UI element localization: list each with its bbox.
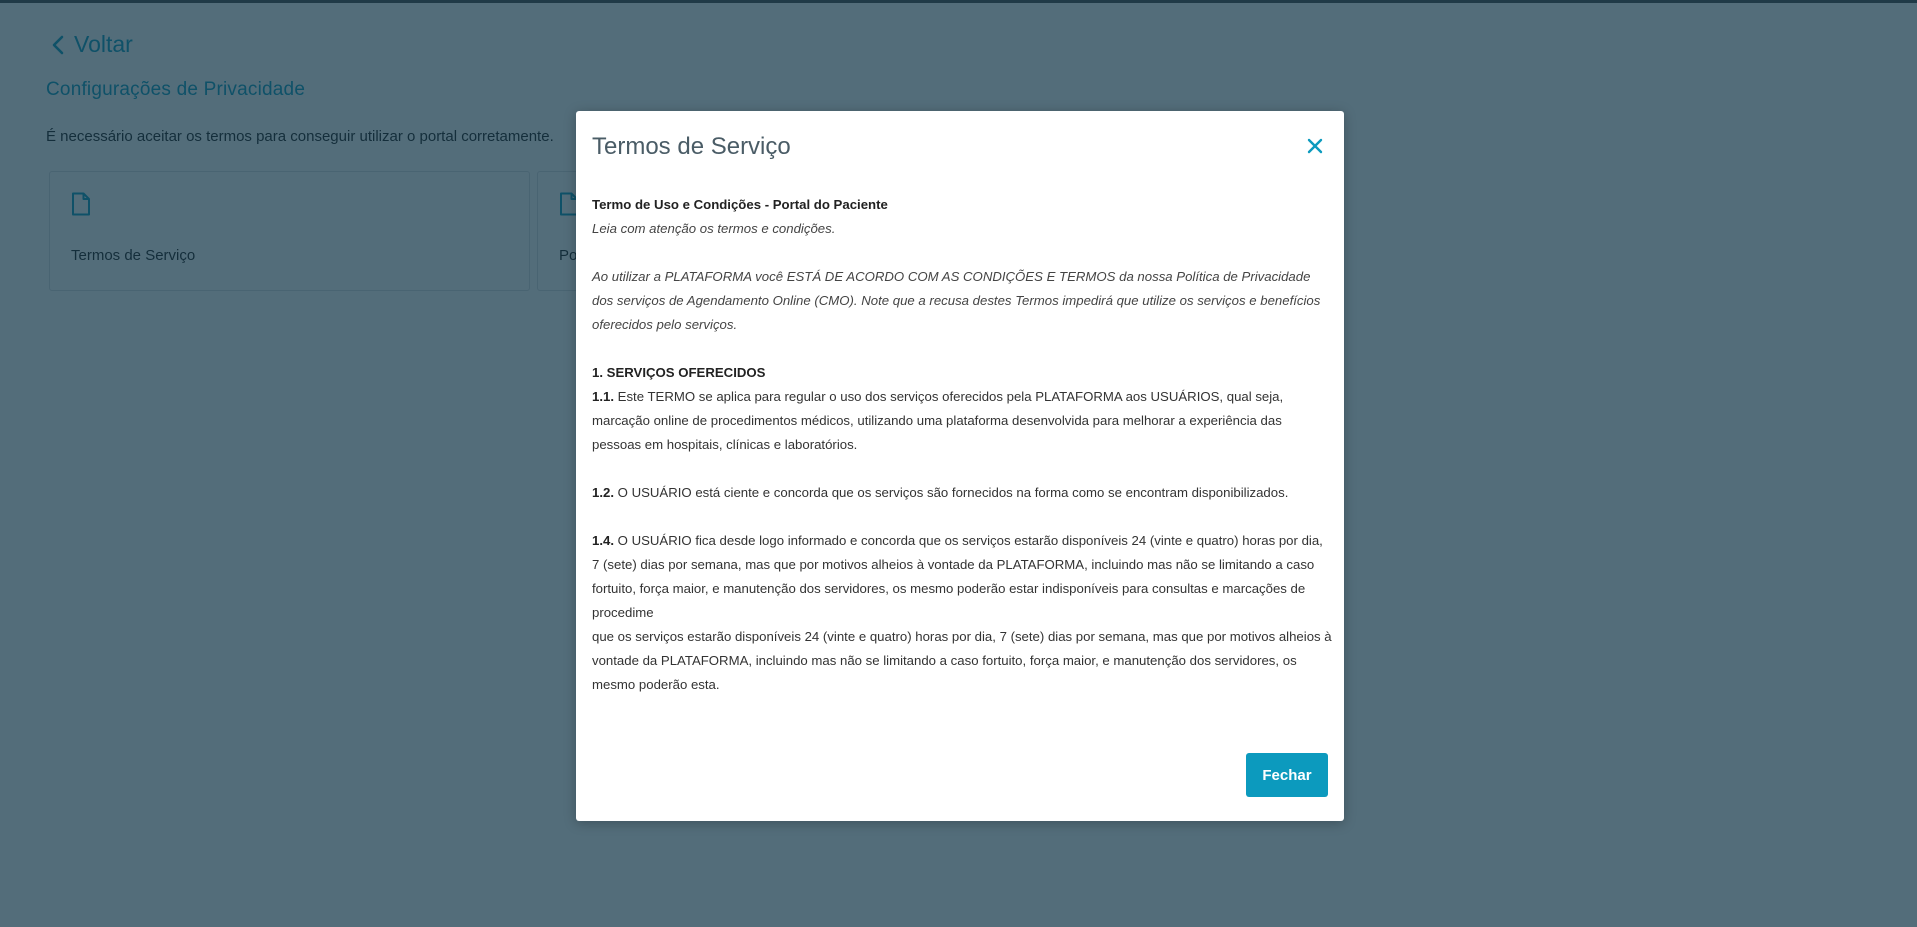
terms-modal xyxy=(576,111,1344,821)
clause-continuation: que os serviços estarão disponíveis 24 (vinte e quatro) horas por dia, 7 (sete) dias por semana, mas que por motivos alheios à vontade da PLATAFORMA, incluindo mas não se limitando a caso fortuito, força maior, e manutenção dos servidores, os mesmo poderão esta. xyxy=(592,629,1332,692)
clause-text: O USUÁRIO está ciente e concorda que os serviços são fornecidos na forma como se encontram disponibilizados. xyxy=(614,485,1289,500)
close-button[interactable]: Fechar xyxy=(1246,753,1328,797)
clause-text: O USUÁRIO fica desde logo informado e concorda que os serviços estarão disponíveis 24 (vinte e quatro) horas por dia, 7 (sete) dias por semana, mas que por motivos alheios à vontade da PLATAFORMA, incluindo mas não se limitando a caso xyxy=(592,533,1323,572)
clause-1-4 xyxy=(592,529,1332,577)
clause-1-2 xyxy=(592,481,1332,505)
terms-subheading: Leia com atenção os termos e condições. xyxy=(592,221,836,236)
terms-heading: Termo de Uso e Condições - Portal do Paciente xyxy=(592,197,888,212)
clause-text: Este TERMO se aplica para regular o uso dos serviços oferecidos pela PLATAFORMA aos USUÁRIOS, qual seja, marcação online de procedimentos médicos, utilizando uma plataforma desenvolvida para melhorar a experiência das pessoas em hospitais, clínicas e laboratórios. xyxy=(592,389,1284,452)
modal-body xyxy=(592,193,1332,697)
clause-continuation: fortuito, força maior, e manutenção dos servidores, os mesmo poderão estar indisponíveis para consultas e marcações de procedime xyxy=(592,581,1306,620)
terms-intro: Ao utilizar a PLATAFORMA você ESTÁ DE ACORDO COM AS CONDIÇÕES E TERMOS da nossa Política de Privacidade dos serviços de Agendamento Online (CMO). Note que a recusa destes Termos impedirá que utilize os serviços e benefícios oferecidos pelo serviços. xyxy=(592,269,1321,332)
clause-number: 1.2. xyxy=(592,485,614,500)
clause-number: 1.1. xyxy=(592,389,614,404)
close-icon[interactable] xyxy=(1304,135,1326,157)
modal-title: Termos de Serviço xyxy=(592,133,791,160)
section-title: 1. SERVIÇOS OFERECIDOS xyxy=(592,365,766,380)
clause-number: 1.4. xyxy=(592,533,614,548)
clause-1-1 xyxy=(592,385,1332,457)
